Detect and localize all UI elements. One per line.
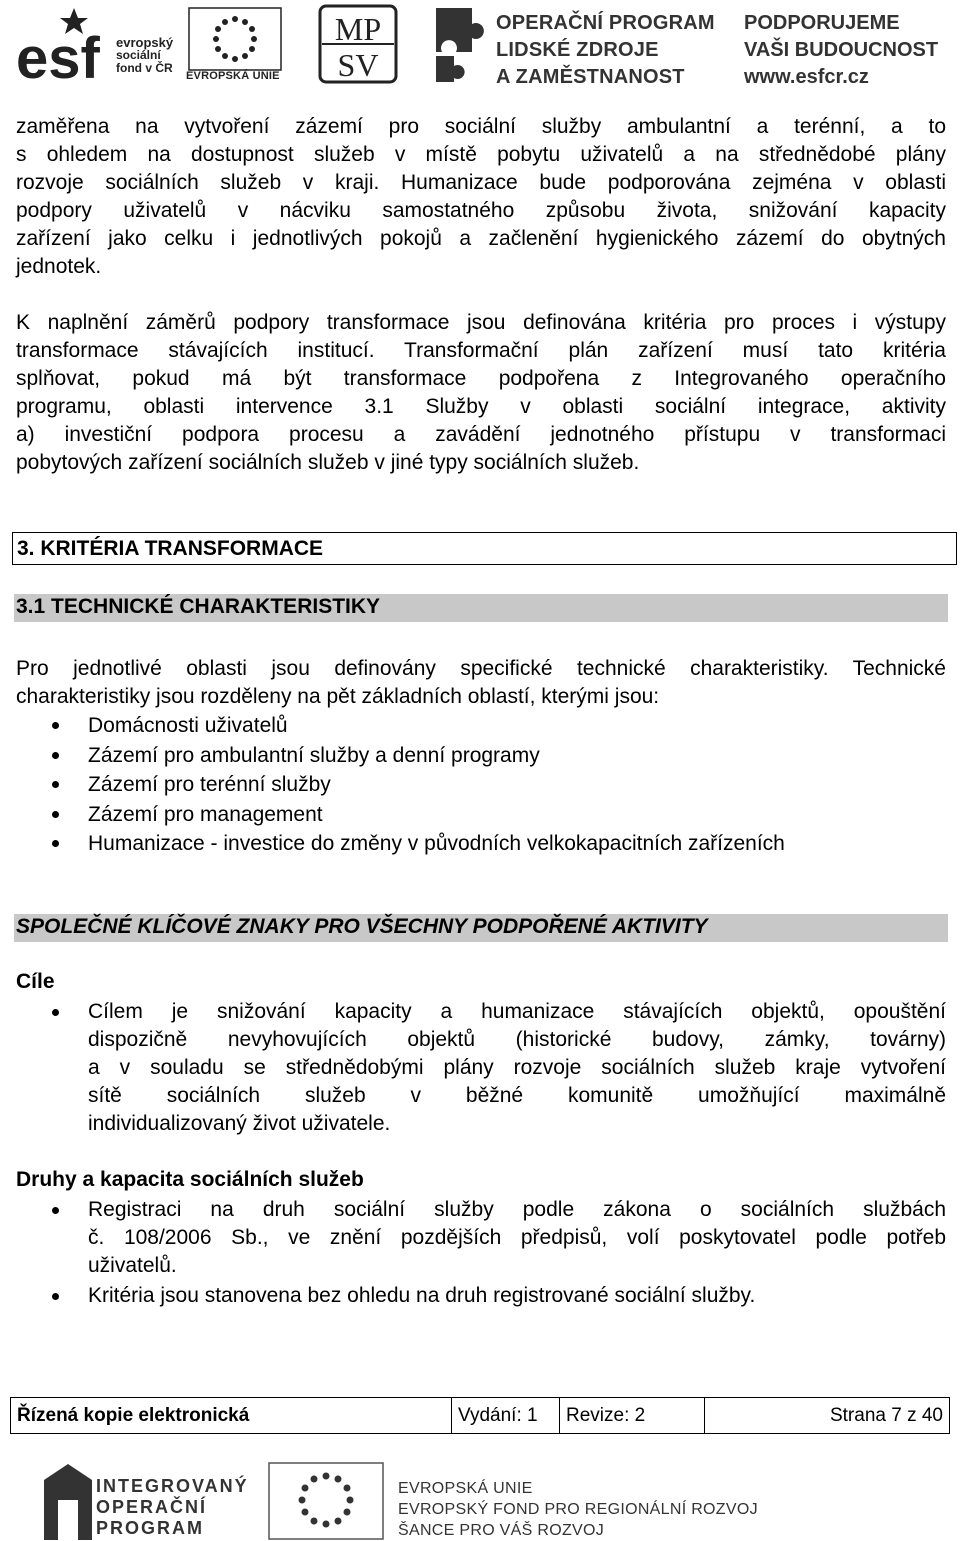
- areas-list: [52, 711, 946, 859]
- list-item: Kritéria jsou stanovena bez ohledu na druh registrované sociální služby.: [52, 1282, 946, 1310]
- criteria-paragraph: K naplnění záměrů podpory transformace jsou definována kritéria pro proces i výstupy transformace stávajících institucí. Transformační plán zařízení musí tato kritéria splňovat, pokud má být transformace podpořena z Integrovaného operačního programu, oblasti intervence 3.1 Služby v oblasti sociální integrace, aktivity a) investiční podpora procesu a zavádění jednotného přístupu v transformaci pobytových zařízení sociálních služeb v jiné typy sociálních služeb.: [16, 311, 946, 474]
- mpsv-text: MP: [334, 11, 382, 47]
- types-heading: Druhy a kapacita sociálních služeb: [16, 1168, 364, 1191]
- list-item: Humanizace - investice do změny v původních velkokapacitních zařízeních: [52, 829, 946, 859]
- eu-flag-bottom: [268, 1462, 384, 1540]
- intro-paragraph: zaměřena na vytvoření zázemí pro sociální služby ambulantní a terénní, a to s ohledem na dostupnost služeb v místě pobytu uživatelů a na střednědobé plány rozvoje sociálních služeb v kraji. Humanizace bude podporována zejména v oblasti podpory uživatelů v nácviku samostatného způsobu života, snižování kapacity zařízení jako celku i jednotlivých pokojů a začlenění hygienického zázemí do obytných jednotek.: [16, 115, 946, 278]
- esf-logo: [14, 4, 110, 84]
- goals-list: [52, 998, 946, 1138]
- eu-caption: EVROPSKÁ UNIE: [186, 70, 280, 82]
- op-lz-caption: OPERAČNÍ PROGRAM LIDSKÉ ZDROJE A ZAMĚSTNANOST: [496, 12, 715, 88]
- list-item: Cílem je snižování kapacity a humanizace stávajících objektů, opouštění dispozičně nevyhovujících objektů (historické budovy, zámky, továrny) a v souladu se střednědobými plány rozvoje sociálních služeb kraje vytvoření sítě sociálních služeb v běžné komunitě umožňující maximálně individualizovaný život uživatele.: [52, 998, 946, 1138]
- esf-caption: evropský sociální fond v ČR: [116, 35, 174, 75]
- iop-caption: INTEGROVANÝ OPERAČNÍ PROGRAM: [96, 1476, 249, 1538]
- page-number-cell: Strana 7 z 40: [829, 1405, 943, 1426]
- puzzle-icon: [432, 6, 490, 84]
- common-features-heading: SPOLEČNÉ KLÍČOVÉ ZNAKY PRO VŠECHNY PODPOŘENÉ AKTIVITY: [14, 914, 948, 942]
- bullet-icon: [52, 781, 59, 788]
- technical-paragraph: Pro jednotlivé oblasti jsou definovány specifické technické charakteristiky. Technické charakteristiky jsou rozděleny na pět základních oblastí, kterými jsou:: [16, 657, 946, 708]
- list-item: Zázemí pro management: [52, 800, 946, 830]
- list-item: Domácnosti uživatelů: [52, 711, 946, 741]
- revision-cell: Revize: 2: [560, 1398, 705, 1433]
- erdf-caption: EVROPSKÁ UNIE EVROPSKÝ FOND PRO REGIONÁLNÍ ROZVOJ ŠANCE PRO VÁŠ ROZVOJ: [398, 1480, 758, 1539]
- types-list: [52, 1196, 946, 1310]
- iop-logo-mark: [40, 1460, 96, 1540]
- esf-logo-text: esf: [16, 26, 100, 84]
- list-item: Zázemí pro terénní služby: [52, 770, 946, 800]
- list-item: Zázemí pro ambulantní služby a denní programy: [52, 741, 946, 771]
- document-footer: [10, 1397, 950, 1434]
- mpsv-logo: [318, 4, 398, 84]
- bullet-icon: [52, 722, 59, 729]
- svg-text:SV: SV: [337, 47, 379, 83]
- bullet-icon: [52, 840, 59, 847]
- bullet-icon: [52, 1207, 59, 1214]
- bullet-icon: [52, 752, 59, 759]
- bullet-icon: [52, 1009, 59, 1016]
- section-3-heading: 3. KRITÉRIA TRANSFORMACE: [12, 532, 957, 565]
- section-3-1-heading: 3.1 TECHNICKÉ CHARAKTERISTIKY: [14, 594, 948, 622]
- eu-flag: [188, 4, 282, 74]
- list-item: Registraci na druh sociální služby podle zákona o sociálních službách č. 108/2006 Sb., ve znění pozdějších předpisů, volí poskytovatel podle potřeb uživatelů.: [52, 1196, 946, 1280]
- controlled-copy-cell: Řízená kopie elektronická: [11, 1398, 452, 1433]
- podporujeme-caption: PODPORUJEME VAŠI BUDOUCNOST www.esfcr.cz: [744, 12, 939, 88]
- bullet-icon: [52, 1293, 59, 1300]
- edition-cell: Vydání: 1: [452, 1398, 560, 1433]
- goals-heading: Cíle: [16, 970, 55, 993]
- bullet-icon: [52, 811, 59, 818]
